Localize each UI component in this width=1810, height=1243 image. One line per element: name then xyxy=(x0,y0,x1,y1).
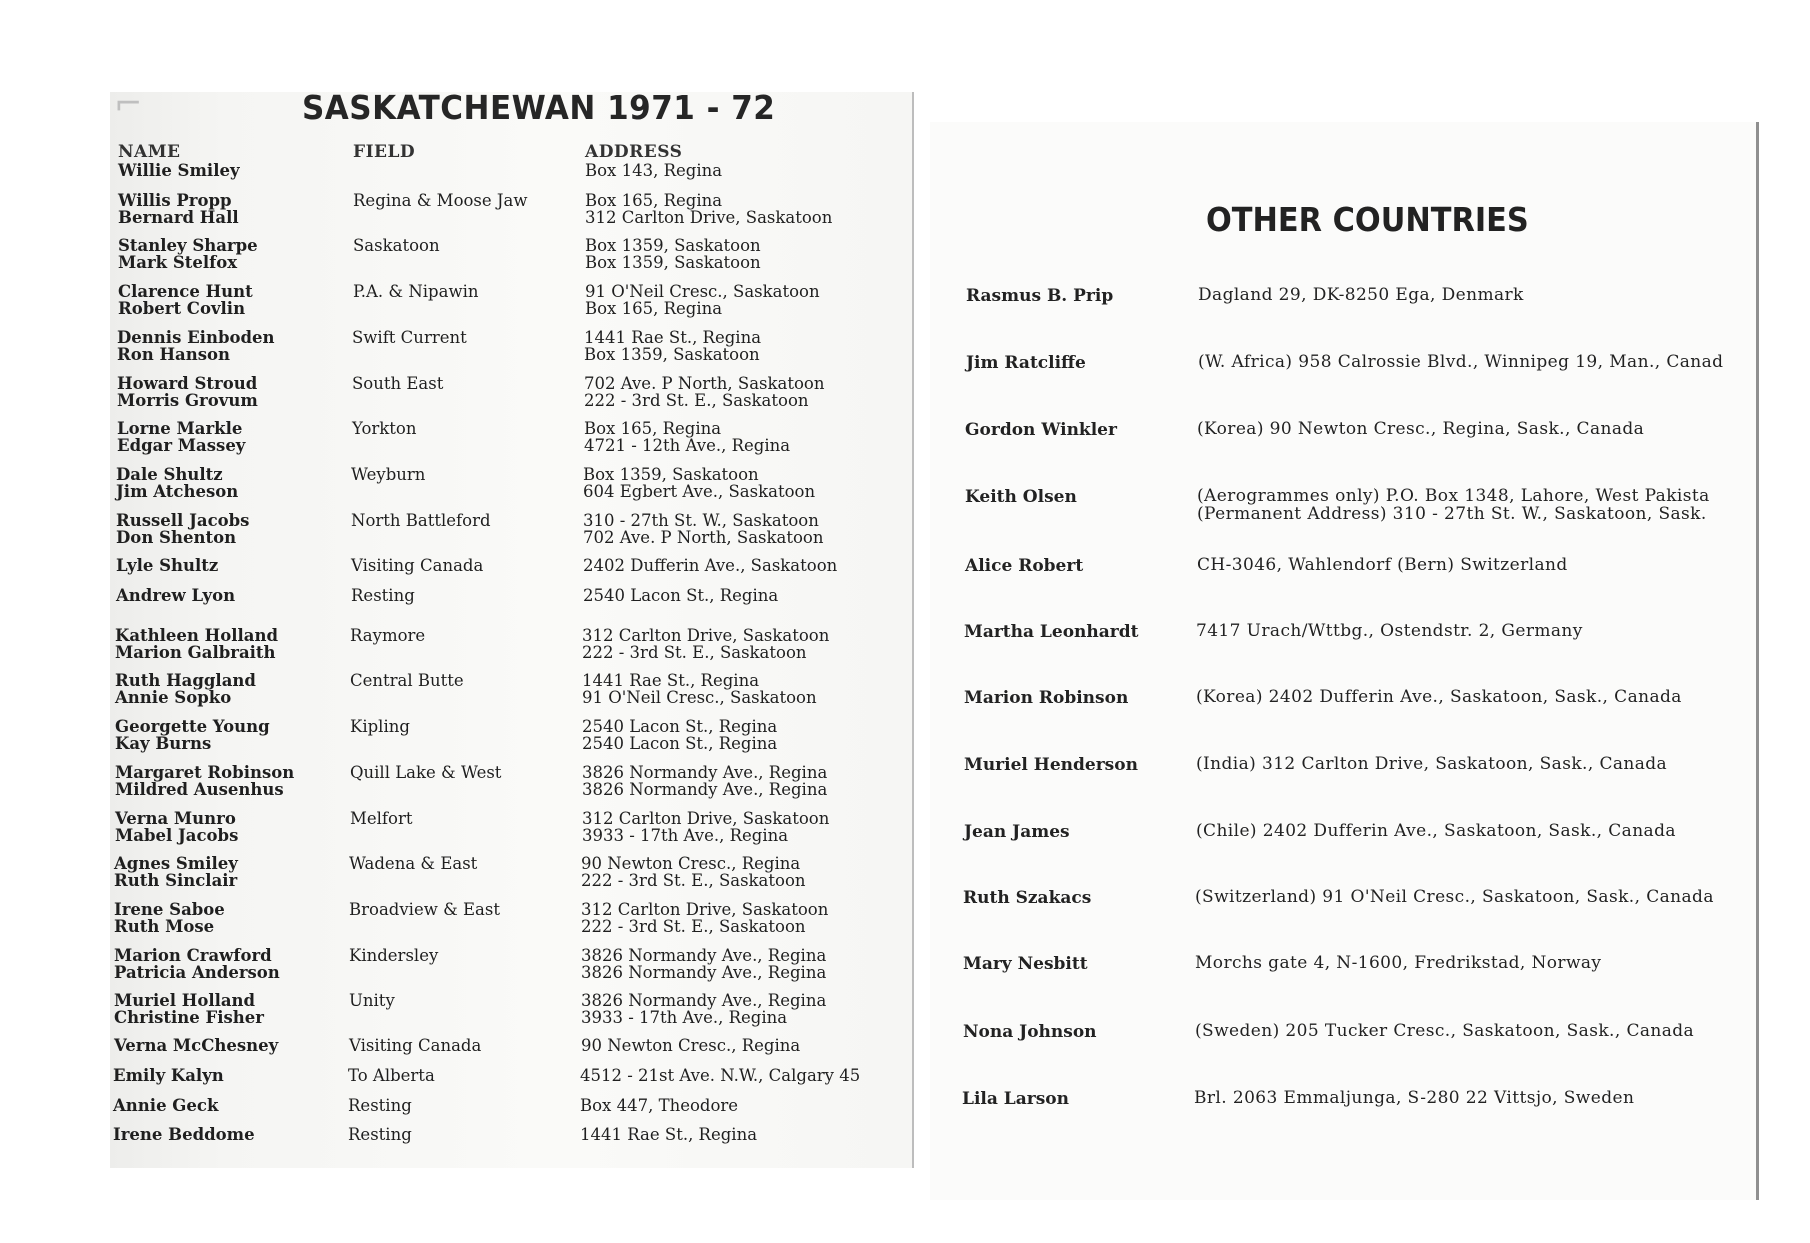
mailing-address: 3826 Normandy Ave., Regina xyxy=(582,763,828,782)
missionary-name: Martha Leonhardt xyxy=(964,622,1139,642)
saskatchewan-sheet xyxy=(110,84,914,1168)
field-location: Quill Lake & West xyxy=(350,763,502,782)
field-location: Weyburn xyxy=(351,465,426,484)
mailing-address: Box 143, Regina xyxy=(585,161,723,180)
bleed-through-text xyxy=(340,168,349,198)
mailing-address: 1441 Rae St., Regina xyxy=(582,671,760,690)
mailing-address: Box 447, Theodore xyxy=(580,1096,739,1115)
missionary-name: Mildred Ausenhus xyxy=(115,780,284,799)
field-location: Resting xyxy=(348,1096,412,1115)
missionary-name: Mary Nesbitt xyxy=(963,954,1088,974)
column-header-name: NAME xyxy=(118,142,181,162)
field-location: Wadena & East xyxy=(349,854,478,873)
missionary-name: Morris Grovum xyxy=(117,391,258,410)
missionary-name: Marion Galbraith xyxy=(115,643,276,662)
mailing-address: 222 - 3rd St. E., Saskatoon xyxy=(581,871,806,890)
mailing-address: Box 1359, Saskatoon xyxy=(583,465,759,484)
field-location: Unity xyxy=(349,991,395,1010)
missionary-name: Mark Stelfox xyxy=(118,253,238,272)
field-location: Resting xyxy=(351,586,415,605)
missionary-name: Ruth Haggland xyxy=(115,671,256,690)
mailing-address: 222 - 3rd St. E., Saskatoon xyxy=(581,917,806,936)
overseas-address: CH-3046, Wahlendorf (Bern) Switzerland xyxy=(1197,555,1568,575)
field-location: Resting xyxy=(348,1125,412,1144)
mailing-address: 3826 Normandy Ave., Regina xyxy=(581,946,827,965)
missionary-name: Andrew Lyon xyxy=(116,586,236,605)
missionary-name: Howard Stroud xyxy=(117,374,258,393)
missionary-name: Ron Hanson xyxy=(117,345,231,364)
field-location: Visiting Canada xyxy=(351,556,484,575)
mailing-address: 604 Egbert Ave., Saskatoon xyxy=(583,482,816,501)
mailing-address: 90 Newton Cresc., Regina xyxy=(581,1036,801,1055)
missionary-name: Ruth Sinclair xyxy=(114,871,238,890)
field-location: Kipling xyxy=(350,717,410,736)
missionary-name: Willie Smiley xyxy=(118,161,240,180)
missionary-name: Muriel Henderson xyxy=(964,755,1138,775)
overseas-address: (Switzerland) 91 O'Neil Cresc., Saskatoon, Sask., Canada xyxy=(1195,887,1714,907)
mailing-address: 222 - 3rd St. E., Saskatoon xyxy=(582,643,807,662)
field-location: Raymore xyxy=(350,626,426,645)
missionary-name: Lila Larson xyxy=(962,1089,1069,1109)
mailing-address: 2402 Dufferin Ave., Saskatoon xyxy=(583,556,838,575)
missionary-name: Bernard Hall xyxy=(118,208,239,227)
mailing-address: 3933 - 17th Ave., Regina xyxy=(581,1008,788,1027)
overseas-address: (Chile) 2402 Dufferin Ave., Saskatoon, Sask., Canada xyxy=(1196,821,1676,841)
field-location: Central Butte xyxy=(350,671,464,690)
column-header-field: FIELD xyxy=(353,142,416,162)
missionary-name: Verna McChesney xyxy=(114,1036,279,1055)
overseas-address: (W. Africa) 958 Calrossie Blvd., Winnipeg 19, Man., Canad xyxy=(1198,352,1724,372)
missionary-name: Dennis Einboden xyxy=(117,328,275,347)
mailing-address: 1441 Rae St., Regina xyxy=(580,1125,758,1144)
missionary-name: Dale Shultz xyxy=(116,465,223,484)
missionary-name: Kay Burns xyxy=(115,734,212,753)
bleed-through-heading xyxy=(1130,126,1140,161)
field-location: Yorkton xyxy=(352,419,417,438)
missionary-name: Ruth Szakacs xyxy=(963,888,1092,908)
mailing-address: 3826 Normandy Ave., Regina xyxy=(581,963,827,982)
field-location: Saskatoon xyxy=(353,236,440,255)
mailing-address: 312 Carlton Drive, Saskatoon xyxy=(585,208,833,227)
field-location: Kindersley xyxy=(349,946,439,965)
missionary-name: Robert Covlin xyxy=(118,299,246,318)
overseas-address: Brl. 2063 Emmaljunga, S-280 22 Vittsjo, Sweden xyxy=(1194,1088,1635,1108)
mailing-address: 91 O'Neil Cresc., Saskatoon xyxy=(582,688,817,707)
missionary-name: Verna Munro xyxy=(115,809,236,828)
missionary-name: Lyle Shultz xyxy=(116,556,219,575)
field-location: To Alberta xyxy=(348,1066,435,1085)
missionary-name: Alice Robert xyxy=(965,556,1084,576)
missionary-name: Georgette Young xyxy=(115,717,270,736)
missionary-name: Edgar Massey xyxy=(117,436,246,455)
field-location: Melfort xyxy=(350,809,413,828)
missionary-name: Marion Crawford xyxy=(114,946,272,965)
mailing-address: 4512 - 21st Ave. N.W., Calgary 45 xyxy=(580,1066,861,1085)
mailing-address: 222 - 3rd St. E., Saskatoon xyxy=(584,391,809,410)
mailing-address: Box 165, Regina xyxy=(584,419,722,438)
mailing-address: 702 Ave. P North, Saskatoon xyxy=(584,374,825,393)
missionary-name: Annie Sopko xyxy=(115,688,232,707)
missionary-name: Lorne Markle xyxy=(117,419,243,438)
overseas-address: (Permanent Address) 310 - 27th St. W., Saskatoon, Sask. xyxy=(1197,504,1707,524)
missionary-name: Marion Robinson xyxy=(964,688,1129,708)
missionary-name: Irene Beddome xyxy=(113,1125,255,1144)
mailing-address: 3826 Normandy Ave., Regina xyxy=(582,780,828,799)
mailing-address: 312 Carlton Drive, Saskatoon xyxy=(582,626,830,645)
overseas-address: (Sweden) 205 Tucker Cresc., Saskatoon, Sask., Canada xyxy=(1195,1021,1695,1041)
missionary-name: Stanley Sharpe xyxy=(118,236,258,255)
missionary-name: Willis Propp xyxy=(118,191,232,210)
mailing-address: 2540 Lacon St., Regina xyxy=(582,734,778,753)
missionary-name: Keith Olsen xyxy=(965,487,1077,507)
field-location: Visiting Canada xyxy=(349,1036,482,1055)
missionary-name: Annie Geck xyxy=(113,1096,219,1115)
missionary-name: Russell Jacobs xyxy=(116,511,250,530)
mailing-address: 2540 Lacon St., Regina xyxy=(582,717,778,736)
missionary-name: Patricia Anderson xyxy=(114,963,280,982)
mailing-address: 310 - 27th St. W., Saskatoon xyxy=(583,511,819,530)
field-location: Broadview & East xyxy=(349,900,500,919)
other-countries-title: OTHER COUNTRIES xyxy=(1206,200,1529,239)
mailing-address: 90 Newton Cresc., Regina xyxy=(581,854,801,873)
missionary-name: Rasmus B. Prip xyxy=(966,286,1114,306)
field-location: Regina & Moose Jaw xyxy=(353,191,528,210)
overseas-address: 7417 Urach/Wttbg., Ostendstr. 2, Germany xyxy=(1196,621,1583,641)
missionary-name: Agnes Smiley xyxy=(114,854,238,873)
other-countries-sheet xyxy=(930,122,1759,1200)
missionary-name: Mabel Jacobs xyxy=(115,826,239,845)
missionary-name: Clarence Hunt xyxy=(118,282,253,301)
mailing-address: 702 Ave. P North, Saskatoon xyxy=(583,528,824,547)
saskatchewan-title: SASKATCHEWAN 1971 - 72 xyxy=(302,88,776,127)
field-location: South East xyxy=(352,374,444,393)
mailing-address: 312 Carlton Drive, Saskatoon xyxy=(581,900,829,919)
missionary-name: Ruth Mose xyxy=(114,917,215,936)
overseas-address: (Aerogrammes only) P.O. Box 1348, Lahore, West Pakista xyxy=(1197,486,1710,506)
mailing-address: 312 Carlton Drive, Saskatoon xyxy=(582,809,830,828)
field-location: P.A. & Nipawin xyxy=(353,282,479,301)
missionary-name: Margaret Robinson xyxy=(115,763,295,782)
mailing-address: Box 165, Regina xyxy=(585,191,723,210)
mailing-address: 91 O'Neil Cresc., Saskatoon xyxy=(585,282,820,301)
missionary-name: Gordon Winkler xyxy=(965,420,1117,440)
missionary-name: Jean James xyxy=(964,822,1070,842)
missionary-name: Don Shenton xyxy=(116,528,237,547)
field-location: North Battleford xyxy=(351,511,491,530)
missionary-name: Muriel Holland xyxy=(114,991,256,1010)
missionary-name: Irene Saboe xyxy=(114,900,225,919)
field-location: Swift Current xyxy=(352,328,467,347)
overseas-address: Dagland 29, DK-8250 Ega, Denmark xyxy=(1198,285,1524,305)
missionary-name: Emily Kalyn xyxy=(113,1066,224,1085)
missionary-name: Christine Fisher xyxy=(114,1008,264,1027)
missionary-name: Kathleen Holland xyxy=(115,626,279,645)
overseas-address: (Korea) 90 Newton Cresc., Regina, Sask., Canada xyxy=(1197,419,1645,439)
mailing-address: 1441 Rae St., Regina xyxy=(584,328,762,347)
mailing-address: 2540 Lacon St., Regina xyxy=(583,586,779,605)
overseas-address: Morchs gate 4, N-1600, Fredrikstad, Norway xyxy=(1195,953,1602,973)
mailing-address: 4721 - 12th Ave., Regina xyxy=(584,436,791,455)
overseas-address: (India) 312 Carlton Drive, Saskatoon, Sask., Canada xyxy=(1196,754,1668,774)
mailing-address: 3826 Normandy Ave., Regina xyxy=(581,991,827,1010)
mailing-address: Box 165, Regina xyxy=(585,299,723,318)
missionary-name: Jim Ratcliffe xyxy=(966,353,1086,373)
missionary-name: Nona Johnson xyxy=(963,1022,1097,1042)
paper-corner-mark: ⌐ xyxy=(114,84,143,124)
column-header-address: ADDRESS xyxy=(585,142,683,162)
mailing-address: Box 1359, Saskatoon xyxy=(585,236,761,255)
mailing-address: 3933 - 17th Ave., Regina xyxy=(582,826,789,845)
missionary-name: Jim Atcheson xyxy=(116,482,239,501)
mailing-address: Box 1359, Saskatoon xyxy=(585,253,761,272)
mailing-address: Box 1359, Saskatoon xyxy=(584,345,760,364)
overseas-address: (Korea) 2402 Dufferin Ave., Saskatoon, Sask., Canada xyxy=(1196,687,1682,707)
